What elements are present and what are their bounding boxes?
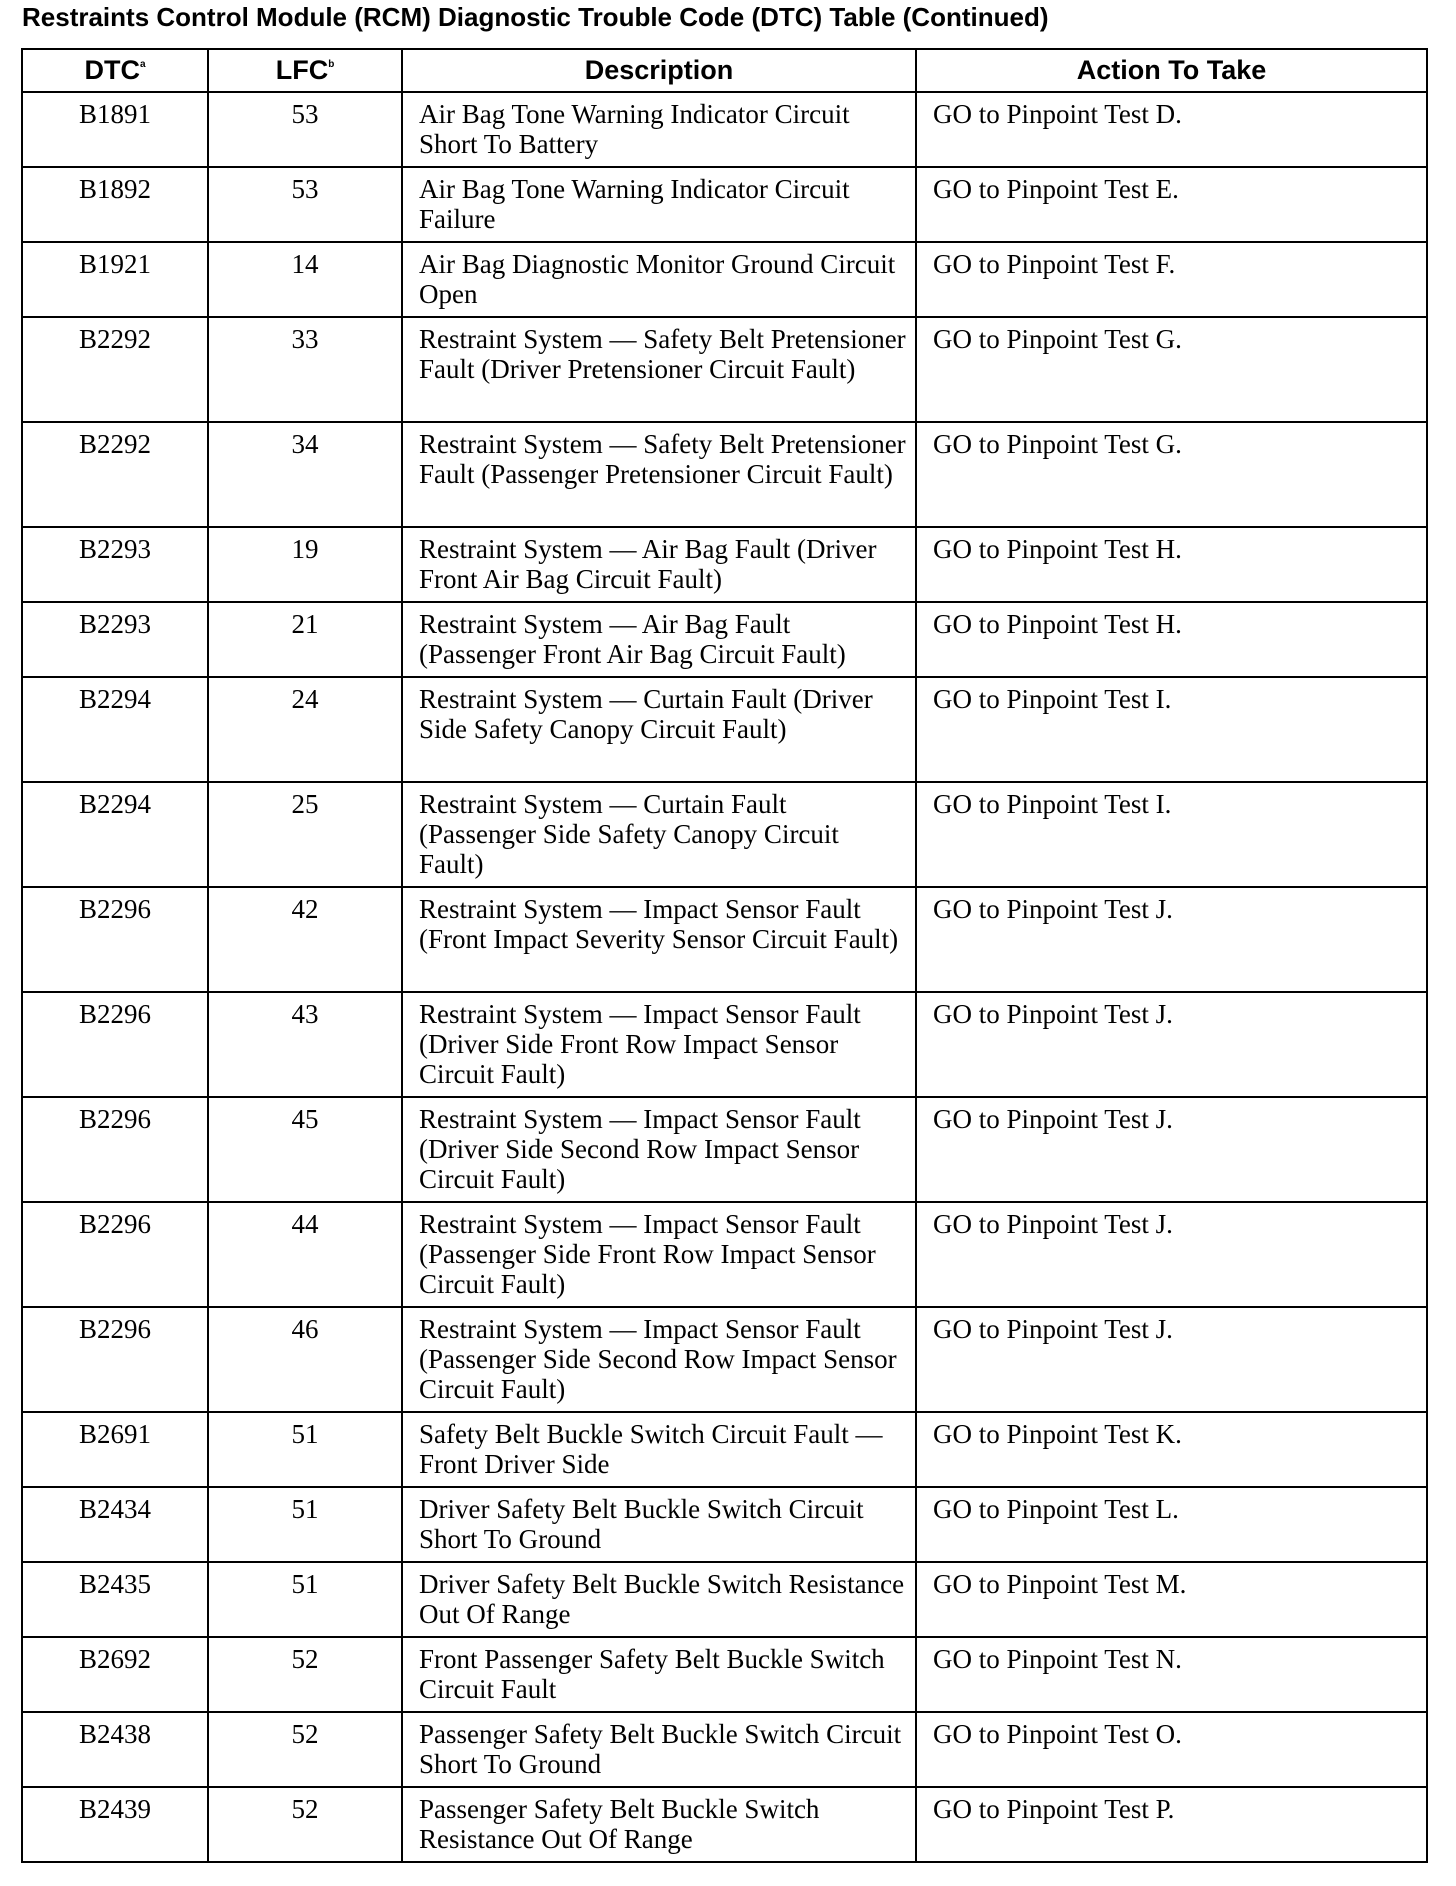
action-cell: GO to Pinpoint Test F.	[916, 242, 1427, 317]
table-row	[22, 1202, 1427, 1307]
action-cell: GO to Pinpoint Test J.	[916, 1307, 1427, 1412]
description-cell: Driver Safety Belt Buckle Switch Resistance Out Of Range	[402, 1562, 916, 1637]
dtc-cell: B2293	[22, 602, 208, 677]
description-cell: Safety Belt Buckle Switch Circuit Fault — Front Driver Side	[402, 1412, 916, 1487]
header-action: Action To Take	[916, 49, 1427, 92]
description-cell: Restraint System — Safety Belt Pretensioner Fault (Driver Pretensioner Circuit Fault)	[402, 317, 916, 422]
description-cell: Restraint System — Impact Sensor Fault (Front Impact Severity Sensor Circuit Fault)	[402, 887, 916, 992]
description-cell: Restraint System — Air Bag Fault (Driver Front Air Bag Circuit Fault)	[402, 527, 916, 602]
header-dtc	[22, 49, 208, 92]
footnote-marker-a: a	[139, 59, 146, 70]
lfc-cell: 24	[208, 677, 402, 782]
table-row	[22, 527, 1427, 602]
lfc-cell: 51	[208, 1412, 402, 1487]
lfc-cell: 51	[208, 1562, 402, 1637]
table-row	[22, 1307, 1427, 1412]
dtc-cell: B2293	[22, 527, 208, 602]
description-cell: Restraint System — Air Bag Fault (Passenger Front Air Bag Circuit Fault)	[402, 602, 916, 677]
action-cell: GO to Pinpoint Test G.	[916, 422, 1427, 527]
table-row	[22, 887, 1427, 992]
table-row	[22, 242, 1427, 317]
lfc-cell: 25	[208, 782, 402, 887]
header-lfc	[208, 49, 402, 92]
action-cell: GO to Pinpoint Test I.	[916, 782, 1427, 887]
description-cell: Restraint System — Safety Belt Pretensioner Fault (Passenger Pretensioner Circuit Fault)	[402, 422, 916, 527]
description-cell: Driver Safety Belt Buckle Switch Circuit Short To Ground	[402, 1487, 916, 1562]
action-cell: GO to Pinpoint Test J.	[916, 1097, 1427, 1202]
action-cell: GO to Pinpoint Test M.	[916, 1562, 1427, 1637]
table-row	[22, 782, 1427, 887]
header-lfc-label: LFC	[275, 55, 329, 85]
table-row	[22, 92, 1427, 167]
table-row	[22, 1787, 1427, 1862]
table-row	[22, 1097, 1427, 1202]
dtc-cell: B2438	[22, 1712, 208, 1787]
description-cell: Front Passenger Safety Belt Buckle Switch Circuit Fault	[402, 1637, 916, 1712]
description-cell: Passenger Safety Belt Buckle Switch Circuit Short To Ground	[402, 1712, 916, 1787]
header-dtc-label: DTC	[84, 55, 140, 85]
lfc-cell: 19	[208, 527, 402, 602]
action-cell: GO to Pinpoint Test G.	[916, 317, 1427, 422]
dtc-cell: B2435	[22, 1562, 208, 1637]
lfc-cell: 46	[208, 1307, 402, 1412]
table-row	[22, 992, 1427, 1097]
lfc-cell: 53	[208, 167, 402, 242]
lfc-cell: 52	[208, 1787, 402, 1862]
action-cell: GO to Pinpoint Test I.	[916, 677, 1427, 782]
dtc-cell: B2296	[22, 992, 208, 1097]
header-description: Description	[402, 49, 916, 92]
description-cell: Restraint System — Impact Sensor Fault (Driver Side Front Row Impact Sensor Circuit Fault)	[402, 992, 916, 1097]
action-cell: GO to Pinpoint Test P.	[916, 1787, 1427, 1862]
description-cell: Restraint System — Impact Sensor Fault (Driver Side Second Row Impact Sensor Circuit Fault)	[402, 1097, 916, 1202]
table-row	[22, 422, 1427, 527]
dtc-cell: B2296	[22, 1097, 208, 1202]
action-cell: GO to Pinpoint Test J.	[916, 887, 1427, 992]
dtc-cell: B2292	[22, 317, 208, 422]
description-cell: Air Bag Tone Warning Indicator Circuit Failure	[402, 167, 916, 242]
lfc-cell: 44	[208, 1202, 402, 1307]
action-cell: GO to Pinpoint Test H.	[916, 602, 1427, 677]
table-row	[22, 167, 1427, 242]
lfc-cell: 52	[208, 1637, 402, 1712]
action-cell: GO to Pinpoint Test J.	[916, 992, 1427, 1097]
table-row	[22, 1412, 1427, 1487]
description-cell: Restraint System — Curtain Fault (Passenger Side Safety Canopy Circuit Fault)	[402, 782, 916, 887]
page-title: Restraints Control Module (RCM) Diagnostic Trouble Code (DTC) Table (Continued)	[22, 2, 1049, 32]
action-cell: GO to Pinpoint Test J.	[916, 1202, 1427, 1307]
lfc-cell: 52	[208, 1712, 402, 1787]
table-row	[22, 1637, 1427, 1712]
dtc-cell: B1891	[22, 92, 208, 167]
action-cell: GO to Pinpoint Test L.	[916, 1487, 1427, 1562]
dtc-cell: B1892	[22, 167, 208, 242]
dtc-cell: B2296	[22, 1202, 208, 1307]
lfc-cell: 53	[208, 92, 402, 167]
dtc-cell: B2439	[22, 1787, 208, 1862]
action-cell: GO to Pinpoint Test D.	[916, 92, 1427, 167]
lfc-cell: 33	[208, 317, 402, 422]
dtc-cell: B2292	[22, 422, 208, 527]
table-row	[22, 1712, 1427, 1787]
action-cell: GO to Pinpoint Test K.	[916, 1412, 1427, 1487]
lfc-cell: 51	[208, 1487, 402, 1562]
footnote-marker-b: b	[328, 59, 335, 70]
action-cell: GO to Pinpoint Test O.	[916, 1712, 1427, 1787]
description-cell: Air Bag Diagnostic Monitor Ground Circuit Open	[402, 242, 916, 317]
action-cell: GO to Pinpoint Test E.	[916, 167, 1427, 242]
action-cell: GO to Pinpoint Test H.	[916, 527, 1427, 602]
lfc-cell: 43	[208, 992, 402, 1097]
dtc-cell: B2294	[22, 677, 208, 782]
table-row	[22, 317, 1427, 422]
description-cell: Restraint System — Impact Sensor Fault (Passenger Side Second Row Impact Sensor Circuit Fault)	[402, 1307, 916, 1412]
action-cell: GO to Pinpoint Test N.	[916, 1637, 1427, 1712]
dtc-cell: B2296	[22, 1307, 208, 1412]
description-cell: Air Bag Tone Warning Indicator Circuit Short To Battery	[402, 92, 916, 167]
description-cell: Restraint System — Impact Sensor Fault (Passenger Side Front Row Impact Sensor Circuit Fault)	[402, 1202, 916, 1307]
table-row	[22, 1562, 1427, 1637]
lfc-cell: 42	[208, 887, 402, 992]
dtc-cell: B2296	[22, 887, 208, 992]
dtc-cell: B2692	[22, 1637, 208, 1712]
table-header-row	[22, 49, 1427, 92]
dtc-cell: B2691	[22, 1412, 208, 1487]
description-cell: Passenger Safety Belt Buckle Switch Resistance Out Of Range	[402, 1787, 916, 1862]
dtc-cell: B1921	[22, 242, 208, 317]
description-cell: Restraint System — Curtain Fault (Driver Side Safety Canopy Circuit Fault)	[402, 677, 916, 782]
table-row	[22, 1487, 1427, 1562]
table-row	[22, 677, 1427, 782]
lfc-cell: 45	[208, 1097, 402, 1202]
lfc-cell: 14	[208, 242, 402, 317]
dtc-table	[21, 48, 1428, 1863]
lfc-cell: 21	[208, 602, 402, 677]
dtc-cell: B2434	[22, 1487, 208, 1562]
lfc-cell: 34	[208, 422, 402, 527]
table-row	[22, 602, 1427, 677]
dtc-cell: B2294	[22, 782, 208, 887]
